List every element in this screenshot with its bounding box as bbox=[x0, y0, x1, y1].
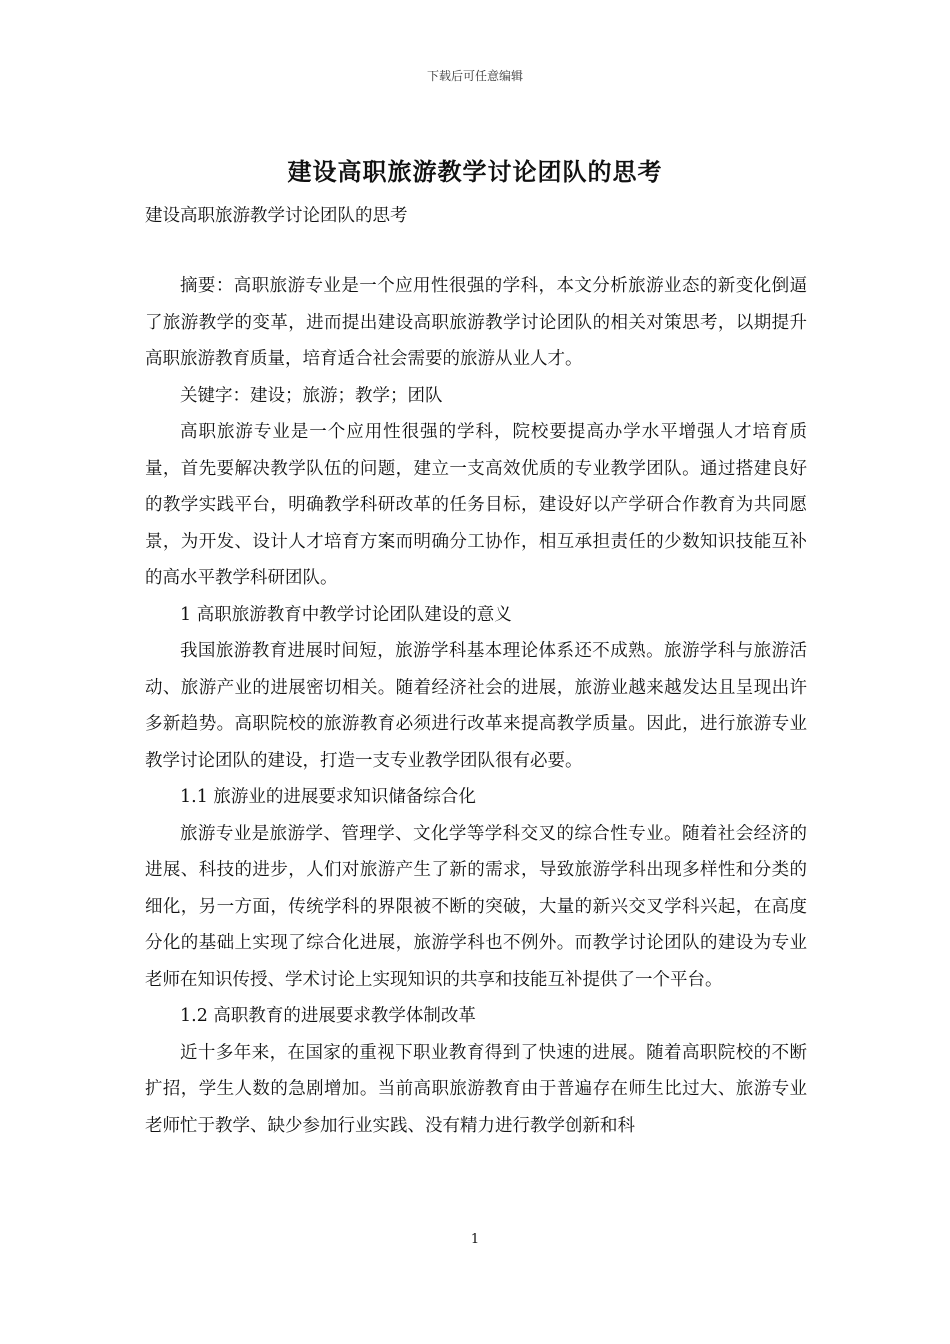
section-heading-1: 1 高职旅游教育中教学讨论团队建设的意义 bbox=[180, 604, 512, 625]
document-subtitle: 建设高职旅游教学讨论团队的思考 bbox=[145, 206, 408, 226]
abstract-paragraph: 摘要：高职旅游专业是一个应用性很强的学科，本文分析旅游业态的新变化倒逼了旅游教学的变革，进而提出建设高职旅游教学讨论团队的相关对策思考，以期提升高职旅游教育质量，培育适合社会需要的旅游从业人才。 bbox=[145, 276, 807, 369]
section-1-1-paragraph: 旅游专业是旅游学、管理学、文化学等学科交叉的综合性专业。随着社会经济的进展、科技的进步，人们对旅游产生了新的需求，导致旅游学科出现多样性和分类的细化，另一方面，传统学科的界限被不断的突破，大量的新兴交叉学科兴起，在高度分化的基础上实现了综合化进展，旅游学科也不例外。而教学讨论团队的建设为专业老师在知识传授、学术讨论上实现知识的共享和技能互补提供了一个平台。 bbox=[145, 823, 807, 990]
keywords-paragraph: 关键字：建设；旅游；教学；团队 bbox=[180, 385, 443, 406]
page-number: 1 bbox=[470, 1232, 480, 1247]
section-1-2-paragraph: 近十多年来，在国家的重视下职业教育得到了快速的进展。随着高职院校的不断扩招，学生人数的急剧增加。当前高职旅游教育由于普遍存在师生比过大、旅游专业老师忙于教学、缺少参加行业实践、没有精力进行教学创新和科 bbox=[145, 1042, 807, 1136]
intro-paragraph: 高职旅游专业是一个应用性很强的学科，院校要提高办学水平增强人才培育质量，首先要解决教学队伍的问题，建立一支高效优质的专业教学团队。通过搭建良好的教学实践平台，明确教学科研改革的任务目标，建设好以产学研合作教育为共同愿景，为开发、设计人才培育方案而明确分工协作，相互承担责任的少数知识技能互补的高水平教学科研团队。 bbox=[145, 422, 807, 588]
section-1-paragraph: 我国旅游教育进展时间短，旅游学科基本理论体系还不成熟。旅游学科与旅游活动、旅游产业的进展密切相关。随着经济社会的进展，旅游业越来越发达且呈现出许多新趋势。高职院校的旅游教育必须进行改革来提高教学质量。因此，进行旅游专业教学讨论团队的建设，打造一支专业教学团队很有必要。 bbox=[145, 641, 807, 771]
section-heading-1-2: 1.2 高职教育的进展要求教学体制改革 bbox=[180, 1006, 476, 1026]
document-body bbox=[145, 268, 807, 1144]
header-note: 下载后可任意编辑 bbox=[426, 69, 523, 83]
section-heading-1-1: 1.1 旅游业的进展要求知识储备综合化 bbox=[180, 787, 476, 807]
document-title: 建设高职旅游教学讨论团队的思考 bbox=[287, 157, 663, 186]
